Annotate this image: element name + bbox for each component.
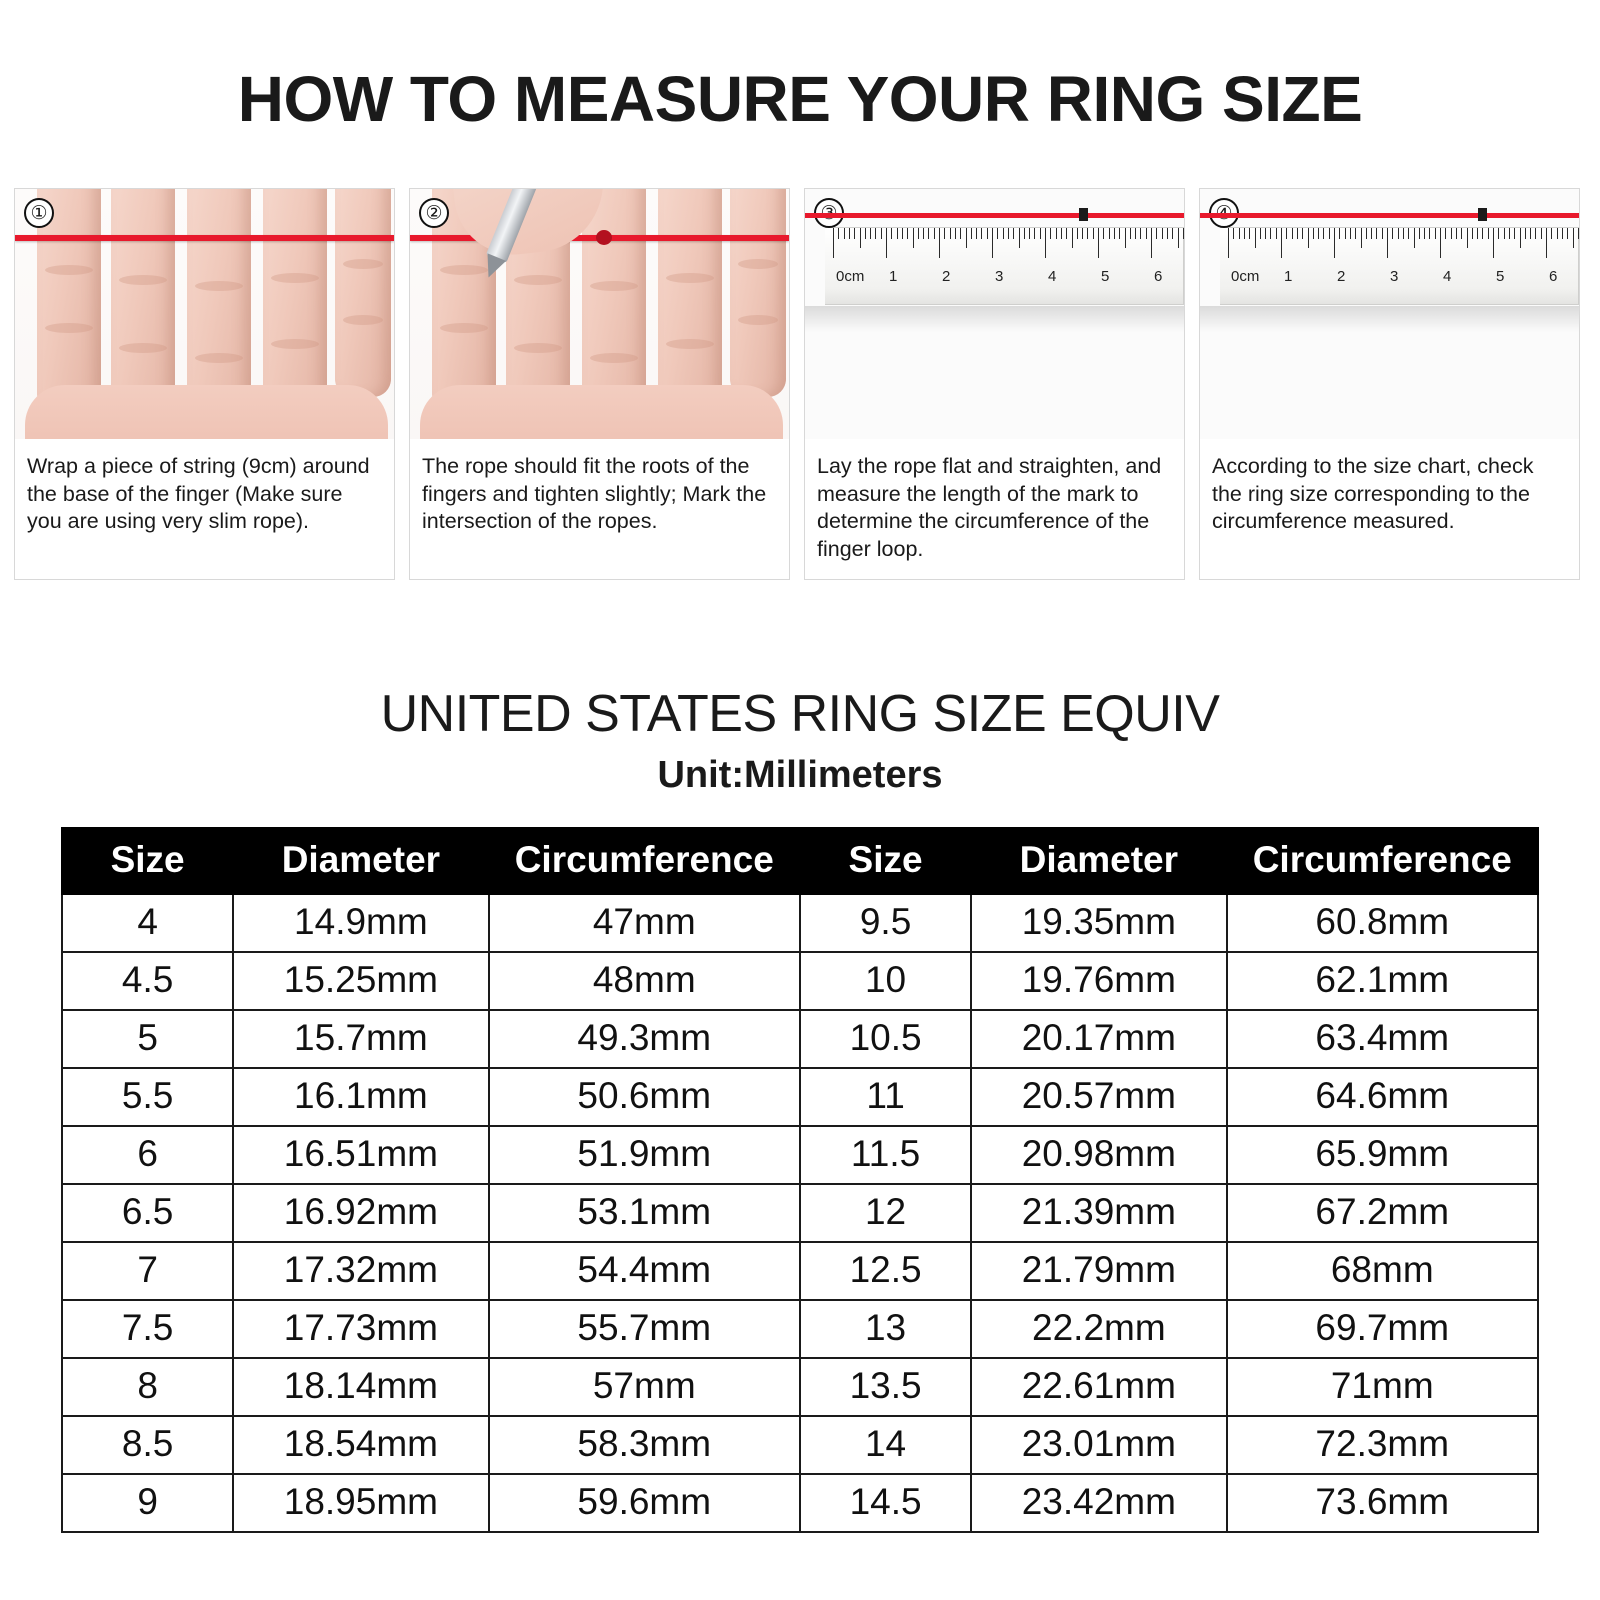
table-cell: 49.3mm <box>489 1010 800 1068</box>
column-header-1: Diameter <box>233 828 488 894</box>
table-row <box>62 1300 1538 1358</box>
step-2-badge: ② <box>419 198 449 228</box>
ruler-tick <box>1578 228 1579 239</box>
ruler-tick <box>1008 228 1009 239</box>
ruler-tick <box>950 228 951 239</box>
table-cell: 10 <box>800 952 971 1010</box>
chart-title: UNITED STATES RING SIZE EQUIV <box>380 685 1220 744</box>
ruler-tick <box>849 228 850 239</box>
table-cell: 22.61mm <box>971 1358 1226 1416</box>
ruler-tick <box>1387 228 1388 258</box>
ruler-label: 3 <box>1390 268 1399 285</box>
ruler-tick <box>1456 228 1457 239</box>
ruler-label: 4 <box>1048 268 1057 285</box>
step-card-4 <box>1199 188 1580 580</box>
ruler-tick <box>955 228 956 239</box>
ruler-tick <box>838 228 839 239</box>
ruler-tick <box>1440 228 1441 258</box>
ruler-tick <box>1244 228 1245 239</box>
ruler-tick <box>891 228 892 239</box>
table-cell: 14.5 <box>800 1474 971 1532</box>
step-card-2 <box>409 188 790 580</box>
table-cell: 48mm <box>489 952 800 1010</box>
ruler-tick <box>1019 228 1020 248</box>
ruler-tick <box>1567 228 1568 239</box>
ruler-tick <box>1156 228 1157 239</box>
ruler-tick <box>1504 228 1505 239</box>
ruler-tick <box>960 228 961 239</box>
table-cell: 5 <box>62 1010 233 1068</box>
red-string-icon <box>15 235 394 241</box>
table-cell: 9.5 <box>800 894 971 952</box>
ruler-tick <box>1265 228 1266 239</box>
ruler-tick <box>1461 228 1462 239</box>
table-cell: 55.7mm <box>489 1300 800 1358</box>
ruler-tick <box>1286 228 1287 239</box>
ruler-tick <box>1451 228 1452 239</box>
ruler-tick <box>844 228 845 239</box>
ruler-tick <box>1557 228 1558 239</box>
ruler-tick <box>1345 228 1346 239</box>
table-cell: 72.3mm <box>1227 1416 1538 1474</box>
table-cell: 8 <box>62 1358 233 1416</box>
table-cell: 23.42mm <box>971 1474 1226 1532</box>
table-cell: 4.5 <box>62 952 233 1010</box>
ruler-tick <box>1323 228 1324 239</box>
table-cell: 19.76mm <box>971 952 1226 1010</box>
ruler-tick <box>1072 228 1073 248</box>
ruler-tick <box>1318 228 1319 239</box>
red-string-icon <box>1200 213 1579 218</box>
table-cell: 14.9mm <box>233 894 488 952</box>
ruler-tick <box>1482 228 1483 239</box>
table-cell: 15.25mm <box>233 952 488 1010</box>
ruler-tick <box>1520 228 1521 248</box>
table-row <box>62 1474 1538 1532</box>
ruler-tick <box>1419 228 1420 239</box>
step-1-badge: ① <box>24 198 54 228</box>
step-1-image <box>15 189 394 439</box>
table-cell: 51.9mm <box>489 1126 800 1184</box>
ruler-tick <box>1382 228 1383 239</box>
ruler-tick <box>1119 228 1120 239</box>
ruler-tick <box>939 228 940 258</box>
step-4-image <box>1200 189 1579 439</box>
ruler-tick <box>1297 228 1298 239</box>
ruler-tick <box>1040 228 1041 239</box>
step-1-caption: Wrap a piece of string (9cm) around the base of the finger (Make sure you are using very slim rope). <box>27 454 370 534</box>
ruler-tick <box>902 228 903 239</box>
table-cell: 21.39mm <box>971 1184 1226 1242</box>
ruler-tick <box>981 228 982 239</box>
table-row <box>62 1010 1538 1068</box>
ruler-tick <box>865 228 866 239</box>
ruler-tick <box>1239 228 1240 239</box>
ruler-tick <box>1339 228 1340 239</box>
ruler-tick <box>1276 228 1277 239</box>
ruler-tick <box>897 228 898 239</box>
ruler-tick <box>1233 228 1234 239</box>
table-cell: 18.14mm <box>233 1358 488 1416</box>
ruler-tick <box>1546 228 1547 258</box>
table-cell: 17.73mm <box>233 1300 488 1358</box>
table-cell: 13.5 <box>800 1358 971 1416</box>
ruler-tick <box>1424 228 1425 239</box>
ruler-tick <box>966 228 967 248</box>
ring-size-table <box>61 827 1539 1533</box>
steps-row <box>0 136 1600 580</box>
table-cell: 63.4mm <box>1227 1010 1538 1068</box>
table-cell: 64.6mm <box>1227 1068 1538 1126</box>
ruler-label: 1 <box>889 268 898 285</box>
ruler-tick <box>997 228 998 239</box>
ruler-label: 5 <box>1496 268 1505 285</box>
ruler-tick <box>1429 228 1430 239</box>
ruler-tick <box>1350 228 1351 239</box>
ruler-tick <box>1302 228 1303 239</box>
ruler-tick <box>1066 228 1067 239</box>
table-cell: 4 <box>62 894 233 952</box>
ruler-illustration-icon <box>1200 189 1579 439</box>
ruler-tick <box>886 228 887 258</box>
table-cell: 9 <box>62 1474 233 1532</box>
step-2-image <box>410 189 789 439</box>
table-cell: 18.95mm <box>233 1474 488 1532</box>
ruler-tick <box>1050 228 1051 239</box>
step-card-1 <box>14 188 395 580</box>
table-cell: 71mm <box>1227 1358 1538 1416</box>
table-cell: 67.2mm <box>1227 1184 1538 1242</box>
page-title: HOW TO MEASURE YOUR RING SIZE <box>237 63 1363 135</box>
table-cell: 16.1mm <box>233 1068 488 1126</box>
ruler-icon <box>825 227 1184 305</box>
ruler-tick <box>1292 228 1293 239</box>
ruler-tick <box>1056 228 1057 239</box>
ruler-tick <box>1093 228 1094 239</box>
ruler-tick <box>1514 228 1515 239</box>
hand-illustration-icon <box>15 189 394 439</box>
ruler-icon <box>1220 227 1579 305</box>
table-row <box>62 952 1538 1010</box>
ruler-tick <box>1130 228 1131 239</box>
ruler-tick <box>1077 228 1078 239</box>
ruler-tick <box>1498 228 1499 239</box>
ruler-tick <box>875 228 876 239</box>
step-3-image <box>805 189 1184 439</box>
ruler-tick <box>1125 228 1126 248</box>
ruler-tick <box>1392 228 1393 239</box>
ruler-tick <box>1167 228 1168 239</box>
ruler-tick <box>1562 228 1563 239</box>
table-cell: 73.6mm <box>1227 1474 1538 1532</box>
table-row <box>62 1358 1538 1416</box>
ruler-tick <box>1183 228 1184 239</box>
table-row <box>62 1184 1538 1242</box>
ruler-tick <box>971 228 972 239</box>
table-cell: 16.51mm <box>233 1126 488 1184</box>
ruler-tick <box>870 228 871 239</box>
ruler-tick <box>1103 228 1104 239</box>
table-cell: 8.5 <box>62 1416 233 1474</box>
table-cell: 69.7mm <box>1227 1300 1538 1358</box>
table-cell: 60.8mm <box>1227 894 1538 952</box>
column-header-4: Diameter <box>971 828 1226 894</box>
table-cell: 16.92mm <box>233 1184 488 1242</box>
ruler-tick <box>1109 228 1110 239</box>
step-2-caption: The rope should fit the roots of the fingers and tighten slightly; Mark the intersection of the ropes. <box>422 454 767 534</box>
ruler-label: 4 <box>1443 268 1452 285</box>
table-cell: 11.5 <box>800 1126 971 1184</box>
table-cell: 20.57mm <box>971 1068 1226 1126</box>
table-cell: 50.6mm <box>489 1068 800 1126</box>
ruler-tick <box>1087 228 1088 239</box>
ruler-tick <box>1313 228 1314 239</box>
ruler-tick <box>1024 228 1025 239</box>
red-string-icon <box>805 213 1184 218</box>
step-3-caption: Lay the rope flat and straighten, and measure the length of the mark to determine the circumference of the finger loop. <box>817 454 1162 561</box>
table-row <box>62 894 1538 952</box>
ruler-tick <box>1228 228 1229 258</box>
ruler-tick <box>1355 228 1356 239</box>
ruler-tick <box>1308 228 1309 248</box>
ruler-tick <box>1162 228 1163 239</box>
ruler-tick <box>928 228 929 239</box>
step-4-caption: According to the size chart, check the ring size corresponding to the circumference measured. <box>1212 454 1534 534</box>
table-header-row <box>62 828 1538 894</box>
table-cell: 65.9mm <box>1227 1126 1538 1184</box>
table-cell: 15.7mm <box>233 1010 488 1068</box>
column-header-5: Circumference <box>1227 828 1538 894</box>
table-cell: 54.4mm <box>489 1242 800 1300</box>
table-cell: 7.5 <box>62 1300 233 1358</box>
ruler-illustration-icon <box>805 189 1184 439</box>
ruler-tick <box>1270 228 1271 239</box>
column-header-3: Size <box>800 828 971 894</box>
ruler-tick <box>1445 228 1446 239</box>
ruler-tick <box>1408 228 1409 239</box>
ruler-tick <box>1029 228 1030 239</box>
ruler-tick <box>1371 228 1372 239</box>
ruler-tick <box>1435 228 1436 239</box>
table-cell: 12 <box>800 1184 971 1242</box>
table-cell: 62.1mm <box>1227 952 1538 1010</box>
table-cell: 18.54mm <box>233 1416 488 1474</box>
table-cell: 17.32mm <box>233 1242 488 1300</box>
table-cell: 58.3mm <box>489 1416 800 1474</box>
ruler-tick <box>1172 228 1173 239</box>
ruler-tick <box>976 228 977 239</box>
string-mark-icon <box>1478 208 1487 221</box>
column-header-2: Circumference <box>489 828 800 894</box>
ruler-tick <box>918 228 919 239</box>
ruler-tick <box>833 228 834 258</box>
table-cell: 6 <box>62 1126 233 1184</box>
ruler-tick <box>1151 228 1152 258</box>
table-cell: 22.2mm <box>971 1300 1226 1358</box>
chart-subtitle: Unit:Millimeters <box>657 754 943 797</box>
ruler-tick <box>1530 228 1531 239</box>
ruler-tick <box>992 228 993 258</box>
ruler-tick <box>1061 228 1062 239</box>
ruler-tick <box>1541 228 1542 239</box>
ruler-tick <box>1361 228 1362 248</box>
table-row <box>62 1068 1538 1126</box>
ruler-tick <box>913 228 914 248</box>
ruler-tick <box>1045 228 1046 258</box>
ruler-label: 2 <box>942 268 951 285</box>
ruler-tick <box>1376 228 1377 239</box>
ruler-label: 3 <box>995 268 1004 285</box>
ruler-tick <box>1082 228 1083 239</box>
table-cell: 57mm <box>489 1358 800 1416</box>
ruler-tick <box>1472 228 1473 239</box>
ruler-tick <box>881 228 882 239</box>
ruler-tick <box>1525 228 1526 239</box>
table-cell: 59.6mm <box>489 1474 800 1532</box>
ruler-tick <box>1255 228 1256 248</box>
ruler-tick <box>1178 228 1179 248</box>
ruler-tick <box>1403 228 1404 239</box>
ruler-tick <box>1249 228 1250 239</box>
ruler-tick <box>1493 228 1494 258</box>
table-cell: 10.5 <box>800 1010 971 1068</box>
ruler-tick <box>1260 228 1261 239</box>
ruler-tick <box>854 228 855 239</box>
ruler-tick <box>1135 228 1136 239</box>
ruler-tick <box>987 228 988 239</box>
ruler-tick <box>1509 228 1510 239</box>
step-card-3 <box>804 188 1185 580</box>
table-row <box>62 1416 1538 1474</box>
ruler-tick <box>860 228 861 248</box>
ruler-label: 6 <box>1154 268 1163 285</box>
table-cell: 14 <box>800 1416 971 1474</box>
table-cell: 19.35mm <box>971 894 1226 952</box>
ruler-tick <box>1398 228 1399 239</box>
table-row <box>62 1126 1538 1184</box>
string-mark-icon <box>596 230 612 245</box>
ruler-tick <box>1535 228 1536 239</box>
table-cell: 7 <box>62 1242 233 1300</box>
ruler-tick <box>1013 228 1014 239</box>
ruler-label: 1 <box>1284 268 1293 285</box>
table-cell: 47mm <box>489 894 800 952</box>
ruler-tick <box>1098 228 1099 258</box>
ruler-tick <box>1488 228 1489 239</box>
table-cell: 23.01mm <box>971 1416 1226 1474</box>
ruler-tick <box>1334 228 1335 258</box>
ruler-tick <box>923 228 924 239</box>
table-cell: 53.1mm <box>489 1184 800 1242</box>
ruler-tick <box>1477 228 1478 239</box>
table-cell: 5.5 <box>62 1068 233 1126</box>
ruler-tick <box>1366 228 1367 239</box>
table-cell: 68mm <box>1227 1242 1538 1300</box>
ruler-tick <box>1329 228 1330 239</box>
ruler-label: 2 <box>1337 268 1346 285</box>
ruler-tick <box>1146 228 1147 239</box>
ruler-tick <box>1467 228 1468 248</box>
ruler-label: 5 <box>1101 268 1110 285</box>
string-mark-icon <box>1079 208 1088 221</box>
ruler-tick <box>1034 228 1035 239</box>
ruler-tick <box>907 228 908 239</box>
ruler-tick <box>944 228 945 239</box>
ruler-tick <box>1573 228 1574 248</box>
ruler-tick <box>1003 228 1004 239</box>
table-cell: 6.5 <box>62 1184 233 1242</box>
table-cell: 11 <box>800 1068 971 1126</box>
ruler-tick <box>1114 228 1115 239</box>
ruler-tick <box>1414 228 1415 248</box>
ruler-tick <box>1140 228 1141 239</box>
column-header-0: Size <box>62 828 233 894</box>
table-row <box>62 1242 1538 1300</box>
ruler-tick <box>1281 228 1282 258</box>
ruler-label: 6 <box>1549 268 1558 285</box>
ruler-label: 0cm <box>1231 268 1260 285</box>
table-body <box>62 894 1538 1532</box>
table-cell: 20.98mm <box>971 1126 1226 1184</box>
ruler-tick <box>1551 228 1552 239</box>
table-cell: 13 <box>800 1300 971 1358</box>
ruler-tick <box>934 228 935 239</box>
table-cell: 12.5 <box>800 1242 971 1300</box>
table-cell: 20.17mm <box>971 1010 1226 1068</box>
ruler-label: 0cm <box>836 268 865 285</box>
table-cell: 21.79mm <box>971 1242 1226 1300</box>
